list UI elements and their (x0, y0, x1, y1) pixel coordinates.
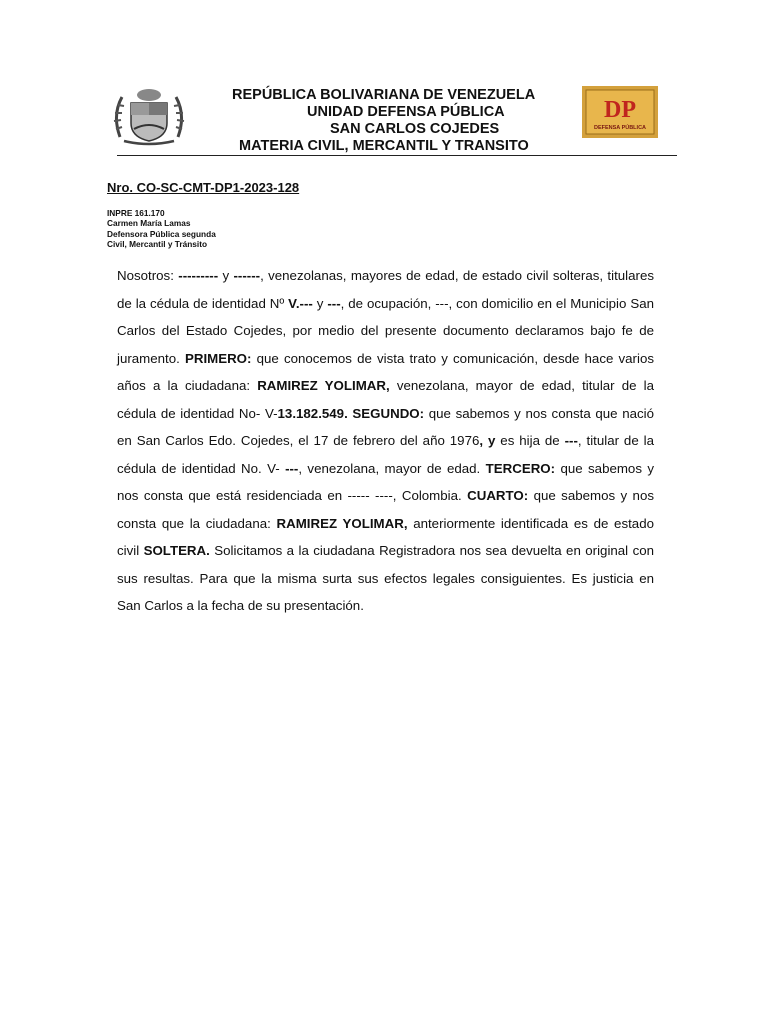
logo-initials: DP (604, 97, 636, 123)
body-text: Nosotros: (117, 268, 179, 283)
body-text: que sabemos y nos consta que la ciudadana: (117, 488, 654, 531)
coat-of-arms-icon (110, 85, 188, 147)
clause-tercero: TERCERO: (485, 460, 556, 476)
header-city: SAN CARLOS COJEDES (330, 121, 500, 137)
signature-name: Carmen María Lamas (107, 218, 191, 229)
clause-segundo: 13.182.549. SEGUNDO: (277, 405, 425, 421)
signature-role: Defensora Pública segunda (107, 228, 216, 239)
header-country: REPÚBLICA BOLIVARIANA DE VENEZUELA (232, 87, 536, 103)
body-bold: ------ (233, 268, 261, 283)
header-unit: UNIDAD DEFENSA PÚBLICA (307, 104, 505, 120)
body-bold: --- (564, 433, 578, 448)
body-text: venezolana, mayor de edad, titular de la cédula de identidad No- V- (117, 378, 655, 421)
body-text: , titular de la cédula de identidad No. V- (117, 433, 654, 476)
civil-status: SOLTERA. (143, 543, 210, 558)
body-text: que conocemos de vista trato y comunicación, desde hace varios años a la ciudadana: (117, 350, 654, 393)
signature-block (107, 208, 216, 249)
body-bold: V.--- (288, 295, 313, 311)
body-bold: --------- (178, 268, 219, 283)
clause-primero: PRIMERO: (184, 350, 252, 366)
body-text: que sabemos y nos consta que nació en San Carlos Edo. Cojedes, el 17 de febrero del año 1976 (117, 405, 654, 448)
header-matter: MATERIA CIVIL, MERCANTIL Y TRANSITO (239, 138, 529, 154)
body-text: , venezolana, mayor de edad. (298, 460, 486, 476)
body-text: Solicitamos a la ciudadana Registradora nos sea devuelta en original con sus resultas. Para que la misma surta sus efectos legales consiguientes. Es justicia en San Carlos a la fecha de su presentación. (117, 543, 655, 613)
subject-name: RAMIREZ YOLIMAR, (276, 515, 408, 531)
logo-caption: DEFENSA PÚBLICA (593, 125, 647, 131)
body-text: y (312, 295, 328, 311)
body-text: que sabemos y nos consta que está residenciada en ----- ----, Colombia. (117, 460, 654, 503)
letterhead (190, 87, 580, 155)
declaration-body (117, 262, 654, 620)
document-number: Nro. CO-SC-CMT-DP1-2023-128 (107, 180, 300, 195)
header-divider (117, 155, 677, 156)
body-text: es hija de (495, 433, 565, 448)
signature-area: Civil, Mercantil y Tránsito (107, 238, 208, 249)
body-bold: , y (479, 433, 496, 448)
subject-name: RAMIREZ YOLIMAR, (257, 378, 390, 393)
signature-inpre: INPRE 161.170 (107, 208, 165, 218)
body-text: y (218, 268, 234, 283)
body-text: anteriormente identificada es de estado civil (117, 515, 654, 558)
defensa-publica-logo (582, 86, 658, 138)
body-bold: --- (327, 295, 341, 311)
body-text: , de ocupación, ---, con domicilio en el Municipio San Carlos del Estado Cojedes, por medio del presente documento declaramos bajo fe de juramento. (117, 295, 654, 366)
clause-cuarto: CUARTO: (467, 488, 529, 503)
body-bold: --- (285, 460, 299, 476)
body-text: , venezolanas, mayores de edad, de estado civil solteras, titulares de la cédula de identidad Nº (117, 268, 654, 311)
